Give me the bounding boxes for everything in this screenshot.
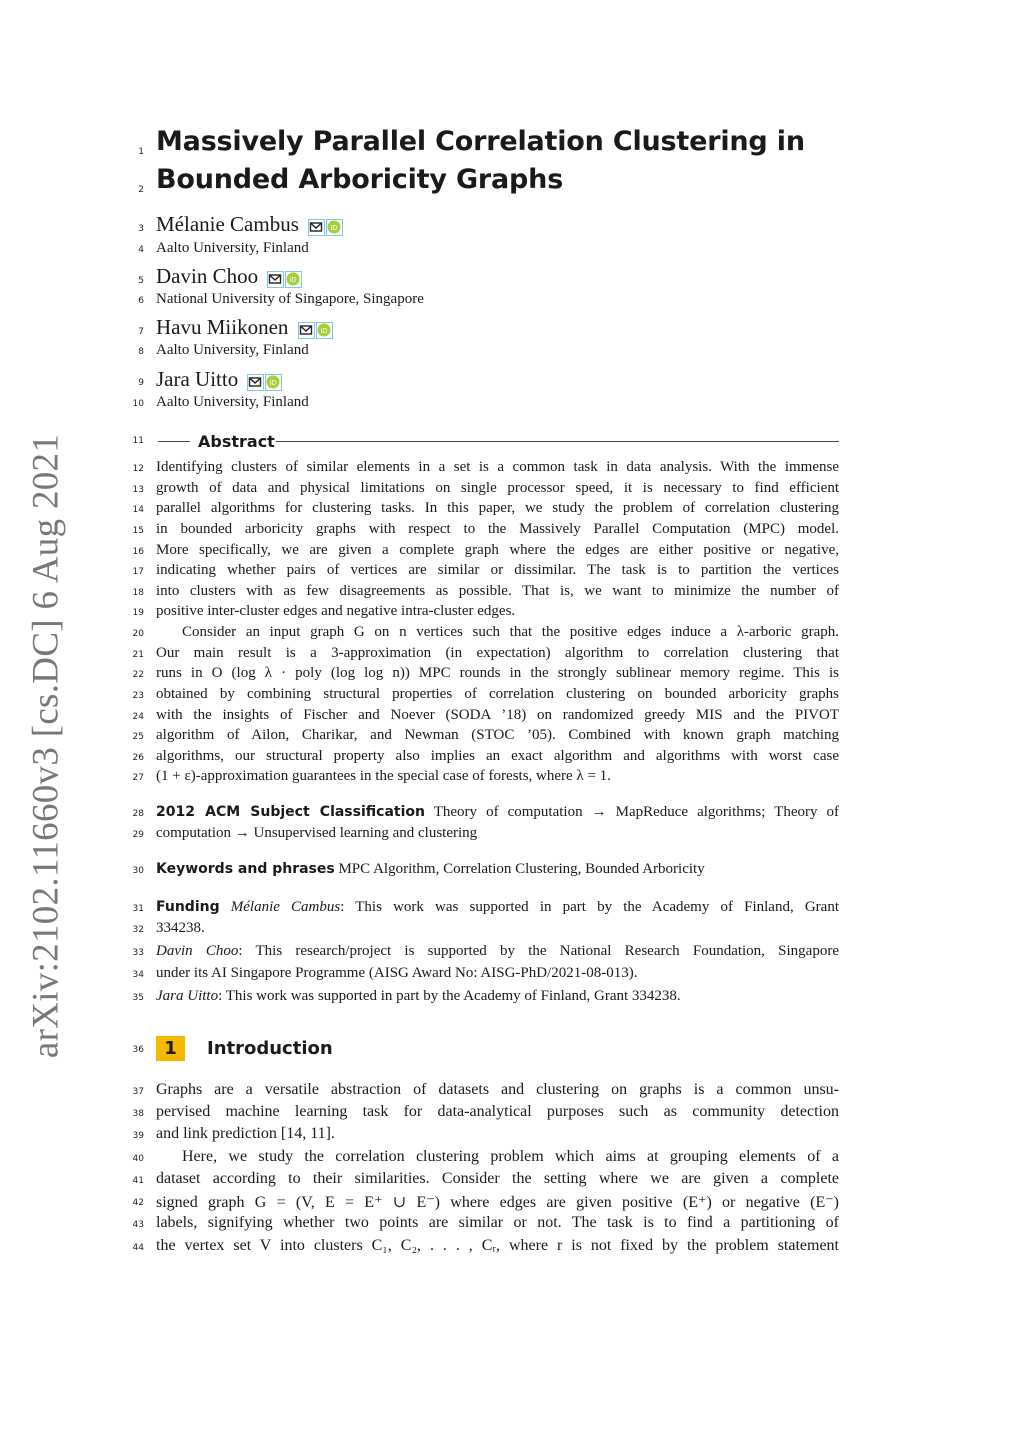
line-number: 15 — [132, 526, 144, 536]
author-3 — [156, 315, 334, 342]
line-number: 19 — [132, 608, 144, 618]
svg-text:iD: iD — [289, 276, 297, 285]
abstract-line: growth of data and physical limitations on single processor speed, it is necessary to find efficient — [156, 480, 839, 496]
line-number: 3 — [138, 224, 144, 234]
line-number: 39 — [132, 1131, 144, 1141]
arxiv-side-label: arXiv:2102.11660v3 [cs.DC] 6 Aug 2021 — [25, 433, 67, 1059]
line-number: 27 — [132, 773, 144, 783]
line-number: 34 — [132, 970, 144, 980]
author-2-affiliation: National University of Singapore, Singapore — [156, 291, 424, 307]
orcid-icon[interactable] — [326, 219, 343, 236]
abstract-rule-left — [158, 441, 190, 442]
line-number: 43 — [132, 1220, 144, 1230]
acm-label: 2012 ACM Subject Classification — [156, 804, 425, 820]
abstract-line: More specifically, we are given a complete graph where the edges are either positive or negative, — [156, 542, 839, 558]
line-number: 28 — [132, 809, 144, 819]
line-number: 25 — [132, 732, 144, 742]
line-number: 33 — [132, 948, 144, 958]
abstract-line: algorithms, our structural property also implies an exact algorithm and algorithms with worst case — [156, 748, 839, 764]
svg-text:iD: iD — [319, 327, 328, 336]
funding-line-4: under its AI Singapore Programme (AISG Award No: AISG-PhD/2021-08-013). — [156, 965, 638, 981]
author-icons — [247, 369, 283, 394]
author-2 — [156, 264, 303, 291]
line-number: 1 — [138, 147, 144, 157]
abstract-line: obtained by combining structural properties of correlation clustering on bounded arboricity graphs — [156, 686, 839, 702]
line-number: 17 — [132, 567, 144, 577]
line-number: 36 — [132, 1045, 144, 1055]
section-number: 1 — [156, 1036, 185, 1061]
line-number: 20 — [132, 629, 144, 639]
abstract-line: runs in O (log λ · poly (log log n)) MPC rounds in the strongly sublinear memory regime. This is — [156, 665, 839, 681]
paper-title-line-2: Bounded Arboricity Graphs — [156, 164, 564, 195]
line-number: 4 — [138, 245, 144, 255]
orcid-icon[interactable] — [316, 322, 333, 339]
abstract-line: (1 + ε)-approximation guarantees in the special case of forests, where λ = 1. — [156, 768, 611, 784]
line-number: 22 — [132, 670, 144, 680]
acm-classification — [156, 804, 839, 821]
intro-line: pervised machine learning task for data-analytical purposes such as community detection — [156, 1103, 839, 1120]
line-number: 6 — [138, 296, 144, 306]
paper-title-line-1: Massively Parallel Correlation Clustering in — [156, 126, 805, 157]
abstract-line: parallel algorithms for clustering tasks. In this paper, we study the problem of correlation clustering — [156, 500, 839, 516]
abstract-line: Consider an input graph G on n vertices such that the positive edges induce a λ-arboric graph. — [182, 624, 839, 640]
abstract-line: algorithm of Ailon, Charikar, and Newman (STOC ’05). Combined with known graph matching — [156, 727, 839, 743]
line-number: 8 — [138, 347, 144, 357]
author-4 — [156, 367, 283, 394]
line-number: 32 — [132, 925, 144, 935]
orcid-icon[interactable] — [265, 374, 282, 391]
orcid-icon[interactable] — [285, 271, 302, 288]
line-number: 38 — [132, 1109, 144, 1119]
abstract-line: into clusters with as few disagreements as possible. That is, we want to minimize the number of — [156, 583, 839, 599]
funding-line-2: 334238. — [156, 920, 205, 936]
intro-line: labels, signifying whether two points are similar or not. The task is to find a partitioning of — [156, 1214, 839, 1231]
line-number: 14 — [132, 505, 144, 515]
mail-icon[interactable] — [298, 322, 315, 339]
acm-text: Theory of computation → MapReduce algorithms; Theory of — [433, 804, 839, 820]
author-icons — [308, 214, 344, 239]
author-1 — [156, 212, 344, 239]
line-number: 18 — [132, 588, 144, 598]
funding-name: Davin Choo — [156, 943, 239, 959]
author-icons — [267, 266, 303, 291]
line-number: 41 — [132, 1176, 144, 1186]
author-3-affiliation: Aalto University, Finland — [156, 342, 309, 358]
author-name: Davin Choo — [156, 264, 259, 288]
acm-text-line-2: computation → Unsupervised learning and clustering — [156, 825, 478, 841]
line-number: 2 — [138, 185, 144, 195]
author-name: Havu Miikonen — [156, 315, 289, 339]
abstract-rule-right — [276, 441, 839, 442]
funding-text: : This work was supported in part by the Academy of Finland, Grant 334238. — [218, 988, 681, 1004]
intro-line: dataset according to their similarities. Consider the setting where we are given a complete — [156, 1170, 839, 1187]
funding-label: Funding — [156, 899, 220, 915]
author-name: Jara Uitto — [156, 367, 239, 391]
line-number: 42 — [132, 1198, 144, 1208]
keywords-label: Keywords and phrases — [156, 861, 335, 877]
line-number: 24 — [132, 712, 144, 722]
funding-line-3 — [156, 943, 839, 960]
funding-name: Mélanie Cambus — [230, 899, 341, 915]
intro-line: signed graph G = (V, E = E⁺ ∪ E⁻) where edges are given positive (E⁺) or negative (E⁻) — [156, 1194, 839, 1211]
funding-text: : This research/project is supported by the National Research Foundation, Singapore — [238, 943, 839, 959]
keywords — [156, 861, 705, 878]
funding-line-1 — [156, 899, 839, 916]
author-icons — [298, 317, 334, 342]
line-number: 29 — [132, 830, 144, 840]
svg-text:iD: iD — [330, 224, 338, 233]
intro-line: the vertex set V into clusters C₁, C₂, . . . , Cᵣ, where r is not fixed by the problem statement — [156, 1237, 839, 1254]
funding-line-5 — [156, 988, 681, 1005]
line-number: 35 — [132, 993, 144, 1003]
mail-icon[interactable] — [308, 219, 325, 236]
intro-line: and link prediction [14, 11]. — [156, 1125, 335, 1142]
line-number: 13 — [132, 485, 144, 495]
author-name: Mélanie Cambus — [156, 212, 299, 236]
line-number: 10 — [132, 399, 144, 409]
keywords-text: MPC Algorithm, Correlation Clustering, Bounded Arboricity — [338, 861, 705, 877]
mail-icon[interactable] — [267, 271, 284, 288]
intro-line: Graphs are a versatile abstraction of datasets and clustering on graphs is a common unsu- — [156, 1081, 839, 1098]
line-number: 23 — [132, 691, 144, 701]
abstract-line: with the insights of Fischer and Noever (SODA ’18) on randomized greedy MIS and the PIVOT — [156, 707, 839, 723]
section-title: Introduction — [207, 1038, 333, 1059]
abstract-line: Identifying clusters of similar elements in a set is a common task in data analysis. With the immense — [156, 459, 839, 475]
line-number: 21 — [132, 650, 144, 660]
author-4-affiliation: Aalto University, Finland — [156, 394, 309, 410]
abstract-line: in bounded arboricity graphs with respect to the Massively Parallel Computation (MPC) model. — [156, 521, 839, 537]
line-number: 16 — [132, 547, 144, 557]
abstract-line: positive inter-cluster edges and negative intra-cluster edges. — [156, 603, 516, 619]
line-number: 40 — [132, 1154, 144, 1164]
funding-text: : This work was supported in part by the Academy of Finland, Grant — [340, 899, 840, 915]
line-number: 30 — [132, 866, 144, 876]
line-number: 37 — [132, 1087, 144, 1097]
abstract-line: Our main result is a 3-approximation (in expectation) algorithm to correlation clustering that — [156, 645, 839, 661]
funding-name: Jara Uitto — [156, 988, 219, 1004]
line-number: 31 — [132, 904, 144, 914]
line-number: 26 — [132, 753, 144, 763]
abstract-line: indicating whether pairs of vertices are similar or dissimilar. The task is to partition the vertices — [156, 562, 839, 578]
line-number: 11 — [132, 436, 144, 446]
line-number: 12 — [132, 464, 144, 474]
abstract-heading: Abstract — [198, 432, 275, 451]
intro-line: Here, we study the correlation clustering problem which aims at grouping elements of a — [182, 1148, 839, 1165]
line-number: 44 — [132, 1243, 144, 1253]
author-1-affiliation: Aalto University, Finland — [156, 240, 309, 256]
line-number: 7 — [138, 327, 144, 337]
svg-text:iD: iD — [269, 379, 278, 388]
mail-icon[interactable] — [247, 374, 264, 391]
line-number: 5 — [138, 276, 144, 286]
line-number: 9 — [138, 378, 144, 388]
